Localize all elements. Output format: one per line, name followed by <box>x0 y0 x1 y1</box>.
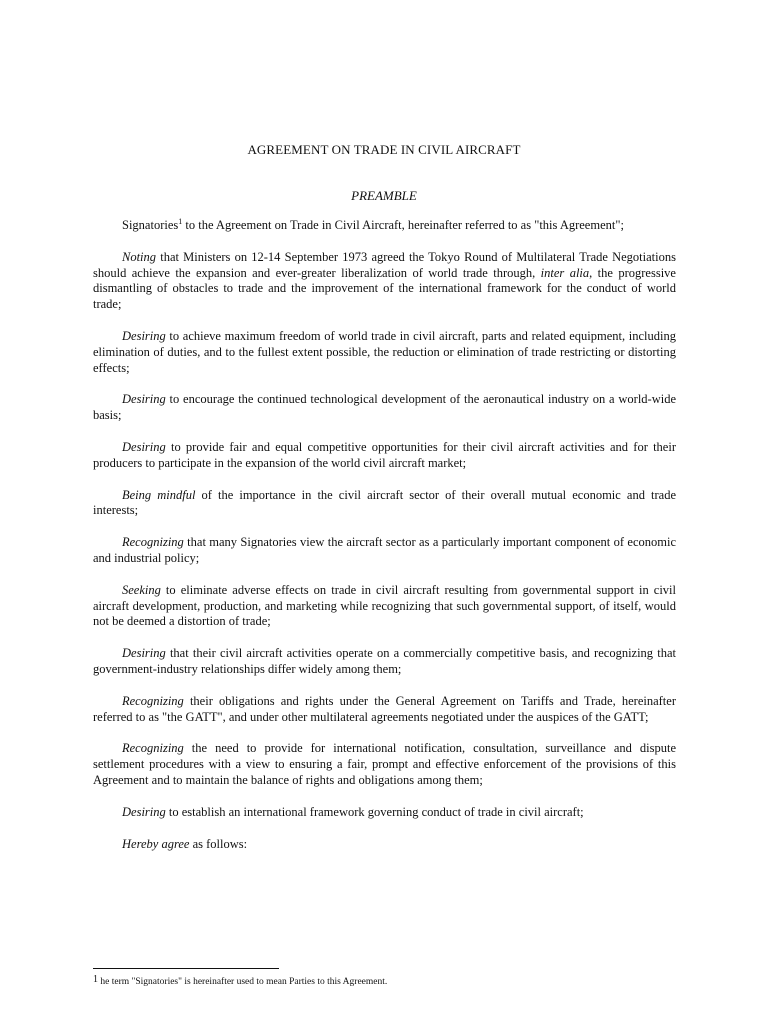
document-title: AGREEMENT ON TRADE IN CIVIL AIRCRAFT <box>247 142 521 157</box>
paragraph-signatories <box>93 218 676 234</box>
footnote <box>93 976 676 988</box>
paragraph-noting <box>93 250 676 313</box>
paragraph-lead: Recognizing <box>122 535 184 550</box>
paragraph-text: to the Agreement on Trade in Civil Aircraft, hereinafter referred to as "this Agreement"; <box>182 218 624 232</box>
paragraph-text: to encourage the continued technological development of the aeronautical industry on a world-wide basis; <box>93 392 676 423</box>
paragraph-lead: Desiring <box>122 328 166 343</box>
paragraph-text: , the progressive dismantling of obstacles to trade and the improvement of the international framework for the conduct of world trade; <box>93 265 676 312</box>
paragraph-recognizing-gatt <box>93 694 676 726</box>
paragraph-lead: Recognizing <box>122 693 184 708</box>
paragraph-lead: Seeking <box>122 582 161 597</box>
preamble-body <box>93 218 676 868</box>
paragraph-text: their obligations and rights under the General Agreement on Tariffs and Trade, hereinafter referred to as "the GATT", and under other multilateral agreements negotiated under the auspices of the GATT; <box>93 693 676 724</box>
paragraph-text: to achieve maximum freedom of world trade in civil aircraft, parts and related equipment, including elimination of duties, and to the fullest extent possible, the reduction or elimination of trade restricting or distorting effects; <box>93 328 676 375</box>
paragraph-text: that Ministers on 12-14 September 1973 agreed the Tokyo Round of Multilateral Trade Negotiations should achieve the expansion and ever-greater liberalization of world trade through, <box>93 249 676 280</box>
paragraph-desiring-competitive <box>93 646 676 678</box>
paragraph-lead: Desiring <box>122 392 166 407</box>
paragraph-text: that their civil aircraft activities operate on a commercially competitive basis, and recognizing that government-industry relationships differ widely among them; <box>93 646 676 676</box>
paragraph-seeking <box>93 583 676 630</box>
footnote-reference: 1 <box>178 216 183 226</box>
paragraph-lead: Desiring <box>122 439 166 454</box>
paragraph-text: the need to provide for international notification, consultation, surveillance and dispute settlement procedures with a view to ensuring a fair, prompt and effective enforcement of the provisions of this Agreement and to maintain the balance of rights and obligations among them; <box>93 741 676 787</box>
paragraph-text: Signatories <box>122 218 179 232</box>
section-heading-preamble: PREAMBLE <box>351 188 417 203</box>
footnote-text: he term "Signatories" is hereinafter used to mean Parties to this Agreement. <box>100 977 388 987</box>
paragraph-desiring-freedom <box>93 329 676 376</box>
paragraph-text: to provide fair and equal competitive opportunities for their civil aircraft activities and for their producers to participate in the expansion of the world civil aircraft market; <box>93 439 676 470</box>
paragraph-desiring-framework <box>93 805 676 821</box>
paragraph-recognizing-policy <box>93 535 676 567</box>
paragraph-text: of the importance in the civil aircraft sector of their overall mutual economic and trade interests; <box>93 487 676 518</box>
footnote-number: 1 <box>93 974 98 985</box>
paragraph-lead: Noting <box>122 249 157 264</box>
paragraph-desiring-fair-opportunities <box>93 440 676 472</box>
paragraph-text: to eliminate adverse effects on trade in civil aircraft resulting from governmental support in civil aircraft development, production, and marketing while recognizing that such governmental support, of itself, would not be deemed a distortion of trade; <box>93 582 676 629</box>
paragraph-being-mindful <box>93 488 676 520</box>
paragraph-recognizing-procedures <box>93 741 676 788</box>
paragraph-lead: Desiring <box>122 646 166 661</box>
paragraph-lead: Recognizing <box>122 741 184 756</box>
paragraph-text: as follows: <box>189 836 248 851</box>
paragraph-hereby-agree <box>93 837 676 853</box>
latin-phrase: inter alia <box>540 265 590 280</box>
paragraph-text: to establish an international framework governing conduct of trade in civil aircraft; <box>165 804 584 819</box>
paragraph-lead: Hereby agree <box>122 836 190 851</box>
paragraph-lead: Being mindful <box>122 487 196 502</box>
paragraph-lead: Desiring <box>122 804 166 819</box>
paragraph-desiring-technology <box>93 392 676 424</box>
paragraph-text: that many Signatories view the aircraft sector as a particularly important component of economic and industrial policy; <box>93 535 676 565</box>
footnote-divider <box>93 968 279 969</box>
